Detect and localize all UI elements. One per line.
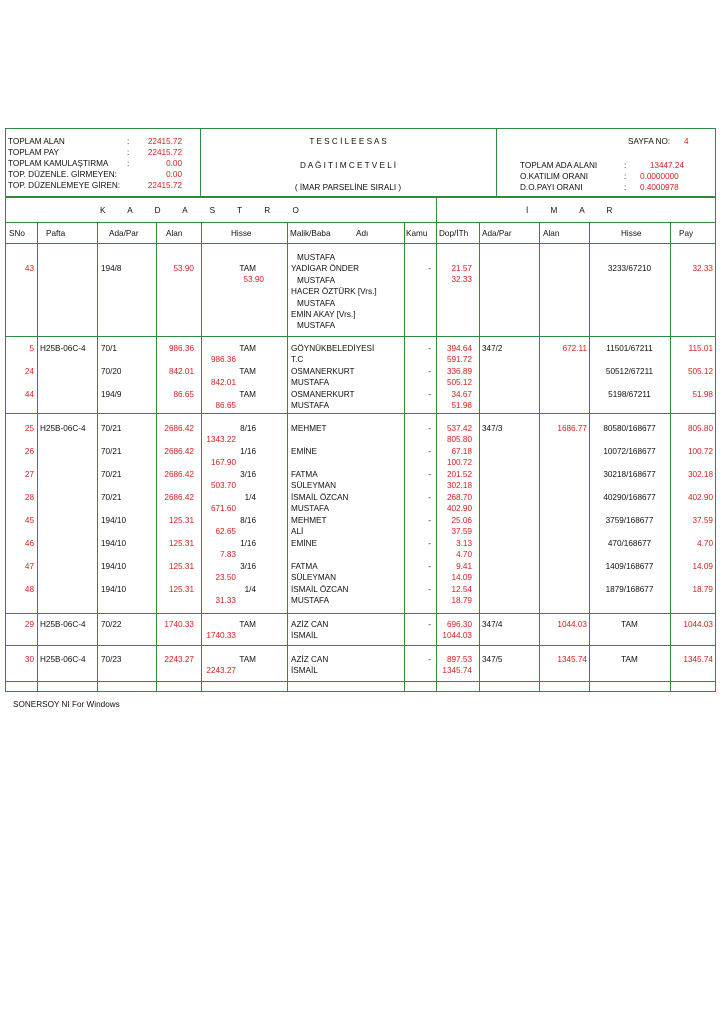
row-dop: 897.53 [446, 655, 472, 664]
row-pay: 115.01 [688, 344, 713, 353]
not-included-label: TOP. DÜZENLE. GİRMEYEN: [8, 170, 117, 179]
footer-text: SONERSOY NI For Windows [13, 700, 120, 709]
imar-share: 3233/67210 [607, 264, 652, 273]
colon: : [624, 161, 627, 170]
row-share: TAM [239, 367, 256, 376]
included-label: TOP. DÜZENLEMEYE GİREN: [8, 181, 121, 190]
page-number: 4 [684, 137, 689, 146]
row-share: 3/16 [240, 562, 256, 571]
header-divider-right [496, 128, 497, 197]
colon: : [127, 137, 130, 146]
column-header: Alan [166, 229, 183, 238]
participation-value: 0.0000000 [640, 172, 679, 181]
row-pay: 100.72 [687, 447, 713, 456]
total-area-value: 22415.72 [147, 137, 182, 146]
row-sno: 44 [24, 390, 34, 399]
imar-share: 1409/168677 [605, 562, 654, 571]
row-area: 125.31 [168, 562, 194, 571]
row-sno: 47 [24, 562, 34, 571]
row-pay: 51.98 [692, 390, 713, 399]
group-separator [5, 645, 716, 646]
total-area-label: TOPLAM ALAN [8, 137, 65, 146]
owner-line: HACER ÖZTÜRK [Vrs.] [291, 287, 377, 297]
row-ada-parsel: 70/22 [101, 620, 122, 629]
imar-share: 11501/67211 [606, 344, 653, 353]
column-header: Ada/Par [482, 229, 512, 238]
owner-father: MUSTAFA [291, 504, 330, 513]
group-separator [5, 613, 716, 614]
row-pafta: H25B-06C-4 [40, 424, 86, 433]
included-value: 22415.72 [147, 181, 182, 190]
column-header: Malik/Baba [290, 229, 331, 238]
row-ith: 505.12 [446, 378, 472, 387]
row-sno: 48 [24, 585, 34, 594]
row-ada-parsel: 194/10 [101, 585, 127, 594]
row-ith: 4.70 [456, 550, 472, 559]
row-ada-parsel: 70/21 [101, 493, 122, 502]
row-share-area: 671.60 [210, 504, 236, 513]
total-pay-label: TOPLAM PAY [8, 148, 59, 157]
doc-subtitle-paren: ( İMAR PARSELİNE SIRALI ) [294, 183, 402, 192]
row-ith: 402.90 [446, 504, 472, 513]
row-sno: 30 [24, 655, 34, 664]
owner-line: MUSTAFA [297, 298, 336, 308]
group-separator [5, 336, 716, 337]
column-divider [37, 222, 38, 692]
row-area: 53.90 [173, 264, 194, 273]
row-ith: 302.18 [446, 481, 472, 490]
owner-name: MEHMET [291, 516, 327, 525]
row-area: 2686.42 [164, 493, 194, 502]
row-pay: 402.90 [687, 493, 713, 502]
row-share-area: 86.65 [215, 401, 236, 410]
row-sno: 5 [29, 344, 34, 353]
owner-line: MUSTAFA [297, 321, 336, 331]
owner-name: OSMANERKURT [291, 367, 355, 376]
imar-share: 5198/67211 [608, 390, 651, 399]
row-kamu: - [428, 516, 431, 525]
row-kamu: - [428, 585, 431, 594]
row-sno: 46 [24, 539, 34, 548]
owner-father: T.C [291, 355, 304, 364]
owner-line: EMİN AKAY [Vrs.] [291, 310, 356, 319]
row-share-area: 53.90 [243, 275, 264, 284]
column-divider [479, 222, 480, 692]
row-area: 842.01 [168, 367, 194, 376]
row-ada-parsel: 70/23 [101, 655, 122, 664]
owner-father: İSMAİL [291, 631, 318, 640]
row-dop: 537.42 [446, 424, 472, 433]
row-kamu: - [428, 470, 431, 479]
row-share: 8/16 [240, 516, 256, 525]
column-header: Kamu [406, 229, 428, 238]
row-ith: 805.80 [446, 435, 472, 444]
column-divider [287, 222, 288, 692]
row-ith: 591.72 [446, 355, 472, 364]
row-pafta: H25B-06C-4 [40, 344, 86, 353]
owner-name: EMİNE [291, 447, 317, 456]
column-header: SNo [9, 229, 25, 238]
owner-name: FATMA [291, 562, 318, 571]
row-share-area: 31.33 [215, 596, 236, 605]
row-kamu: - [428, 655, 431, 664]
owner-name: GÖYNÜKBELEDİYESİ [291, 344, 375, 353]
row-ada-parsel: 70/20 [101, 367, 122, 376]
imar-area: 1345.74 [557, 655, 587, 664]
imar-share: 80580/168677 [603, 424, 656, 433]
row-area: 125.31 [168, 516, 194, 525]
row-area: 86.65 [173, 390, 194, 399]
row-share: 1/16 [240, 447, 256, 456]
row-share-area: 23.50 [215, 573, 236, 582]
column-header: Dop/İTh [439, 229, 469, 238]
imar-ada-parsel: 347/5 [482, 655, 503, 664]
row-kamu: - [428, 424, 431, 433]
owner-father: MUSTAFA [291, 401, 330, 410]
row-share: TAM [239, 344, 256, 353]
row-share: 1/4 [244, 585, 256, 594]
row-dop: 9.41 [456, 562, 472, 571]
row-pafta: H25B-06C-4 [40, 620, 86, 629]
total-expropriation-value: 0.00 [166, 159, 182, 168]
total-pay-value: 22415.72 [147, 148, 182, 157]
row-kamu: - [428, 539, 431, 548]
owner-name: AZİZ CAN [291, 620, 329, 629]
column-header-rule [5, 243, 716, 244]
column-header: Ada/Par [109, 229, 139, 238]
row-ada-parsel: 194/10 [101, 539, 127, 548]
imar-share: 1879/168677 [605, 585, 654, 594]
row-dop: 21.57 [451, 264, 472, 273]
imar-share: TAM [621, 620, 638, 629]
row-pay: 14.09 [692, 562, 713, 571]
row-kamu: - [428, 367, 431, 376]
colon: : [127, 159, 130, 168]
row-area: 2243.27 [164, 655, 194, 664]
row-kamu: - [428, 447, 431, 456]
row-pafta: H25B-06C-4 [40, 655, 86, 664]
row-pay: 1345.74 [683, 655, 713, 664]
row-ada-parsel: 70/1 [101, 344, 117, 353]
row-share-area: 1740.33 [206, 631, 236, 640]
kadastro-imar-divider [436, 197, 437, 222]
row-sno: 26 [24, 447, 34, 456]
row-ada-parsel: 194/10 [101, 562, 127, 571]
row-kamu: - [428, 620, 431, 629]
row-ith: 1345.74 [442, 666, 472, 675]
imar-ada-parsel: 347/3 [482, 424, 503, 433]
row-ith: 37.59 [451, 527, 472, 536]
row-ith: 1044.03 [442, 631, 472, 640]
row-area: 986.36 [168, 344, 194, 353]
owner-name: MEHMET [291, 424, 327, 433]
row-share-area: 62.65 [215, 527, 236, 536]
row-pay: 18.79 [692, 585, 713, 594]
column-header: Pafta [46, 229, 66, 238]
imar-share: 30218/168677 [603, 470, 656, 479]
row-share-area: 986.36 [210, 355, 236, 364]
row-dop: 3.13 [456, 539, 472, 548]
colon: : [624, 183, 627, 192]
row-kamu: - [428, 562, 431, 571]
group-separator [5, 681, 716, 682]
row-dop: 201.52 [446, 470, 472, 479]
row-dop: 25.06 [451, 516, 472, 525]
owner-name: İSMAİL ÖZCAN [291, 493, 349, 502]
row-ith: 18.79 [451, 596, 472, 605]
row-pay: 1044.03 [683, 620, 713, 629]
row-share: TAM [239, 655, 256, 664]
row-area: 1740.33 [164, 620, 194, 629]
page-label: SAYFA NO: [628, 137, 671, 146]
row-ada-parsel: 194/10 [101, 516, 127, 525]
imar-share: 40290/168677 [603, 493, 656, 502]
row-pay: 302.18 [687, 470, 713, 479]
total-expropriation-label: TOPLAM KAMULAŞTIRMA [8, 159, 109, 168]
owner-name: EMİNE [291, 539, 317, 548]
row-share-area: 167.90 [210, 458, 236, 467]
row-kamu: - [428, 344, 431, 353]
participation-label: O.KATILIM ORANI [520, 172, 589, 181]
section-imar-label: İ M A R [526, 206, 623, 215]
colon: : [624, 172, 627, 181]
row-dop: 268.70 [446, 493, 472, 502]
group-separator [5, 413, 716, 414]
row-ith: 51.98 [451, 401, 472, 410]
imar-share: TAM [621, 655, 638, 664]
column-divider [97, 222, 98, 692]
row-sno: 24 [24, 367, 34, 376]
row-area: 125.31 [168, 585, 194, 594]
row-share: 1/4 [244, 493, 256, 502]
row-dop: 696.30 [446, 620, 472, 629]
row-share-area: 503.70 [210, 481, 236, 490]
row-dop: 394.64 [446, 344, 472, 353]
owner-name: İSMAİL ÖZCAN [291, 585, 349, 594]
row-sno: 45 [24, 516, 34, 525]
section-kadastro [100, 206, 309, 216]
row-dop: 67.18 [451, 447, 472, 456]
column-header: Hisse [621, 229, 642, 238]
row-share: 8/16 [240, 424, 256, 433]
row-pay: 505.12 [687, 367, 713, 376]
row-ith: 32.33 [451, 275, 472, 284]
column-header: Pay [679, 229, 694, 238]
imar-share: 470/168677 [607, 539, 652, 548]
row-ada-parsel: 70/21 [101, 424, 122, 433]
row-sno: 43 [24, 264, 34, 273]
row-ada-parsel: 194/9 [101, 390, 122, 399]
colon: : [127, 148, 130, 157]
row-area: 2686.42 [164, 470, 194, 479]
row-sno: 29 [24, 620, 34, 629]
row-share: 3/16 [240, 470, 256, 479]
owner-line: MUSTAFA [297, 253, 336, 262]
row-share: TAM [239, 620, 256, 629]
not-included-value: 0.00 [166, 170, 182, 179]
owner-father: ALİ [291, 527, 304, 536]
row-share: 1/16 [240, 539, 256, 548]
row-area: 2686.42 [164, 447, 194, 456]
row-share-area: 842.01 [210, 378, 236, 387]
owner-father: SÜLEYMAN [291, 481, 337, 490]
owner-father: MUSTAFA [291, 378, 330, 387]
owner-father: SÜLEYMAN [291, 573, 337, 582]
imar-share: 10072/168677 [603, 447, 656, 456]
row-ada-parsel: 70/21 [101, 447, 122, 456]
row-pay: 805.80 [687, 424, 713, 433]
row-share-area: 7.83 [220, 550, 236, 559]
section-header-rule [5, 222, 716, 223]
imar-area: 1044.03 [557, 620, 587, 629]
row-dop: 34.67 [451, 390, 472, 399]
imar-share: 3759/168677 [605, 516, 654, 525]
row-dop: 12.54 [451, 585, 472, 594]
row-ada-parsel: 70/21 [101, 470, 122, 479]
column-header: Alan [543, 229, 560, 238]
owner-line: YADİGAR ÖNDER [291, 264, 360, 274]
column-header: Hisse [231, 229, 252, 238]
dop-ratio-value: 0.4000978 [640, 183, 679, 192]
block-area-value: 13447.24 [649, 161, 684, 170]
owner-name: AZİZ CAN [291, 655, 329, 664]
row-kamu: - [428, 264, 431, 273]
row-kamu: - [428, 390, 431, 399]
column-header: Adı [356, 229, 369, 238]
section-kadastro-label: K A D A S T R O [100, 206, 309, 215]
row-ith: 14.09 [451, 573, 472, 582]
imar-area: 1686.77 [557, 424, 587, 433]
row-share-area: 2243.27 [206, 666, 236, 675]
imar-ada-parsel: 347/4 [482, 620, 503, 629]
imar-share: 50512/67211 [605, 367, 654, 376]
row-pay: 32.33 [692, 264, 713, 273]
imar-area: 672.11 [562, 344, 587, 353]
imar-ada-parsel: 347/2 [482, 344, 503, 353]
row-dop: 336.89 [446, 367, 472, 376]
dop-ratio-label: D.O.PAYI ORANI [520, 183, 583, 192]
row-sno: 27 [24, 470, 34, 479]
row-share-area: 1343.22 [206, 435, 236, 444]
row-pay: 4.70 [697, 539, 713, 548]
row-pay: 37.59 [692, 516, 713, 525]
owner-line: MUSTAFA [297, 275, 336, 285]
row-kamu: - [428, 493, 431, 502]
row-area: 125.31 [168, 539, 194, 548]
row-sno: 28 [24, 493, 34, 502]
row-share: TAM [239, 390, 256, 399]
owner-father: İSMAİL [291, 666, 318, 675]
row-area: 2686.42 [164, 424, 194, 433]
owner-name: OSMANERKURT [291, 390, 355, 399]
owner-father: MUSTAFA [291, 596, 330, 605]
row-sno: 25 [24, 424, 34, 433]
row-ith: 100.72 [446, 458, 472, 467]
row-share: TAM [239, 264, 256, 273]
doc-title: T E S C İ L E E S A S [309, 137, 387, 146]
block-area-label: TOPLAM ADA ALANI [520, 161, 598, 170]
doc-subtitle: D A Ğ I T I M C E T V E L İ [299, 161, 396, 170]
owner-name: FATMA [291, 470, 318, 479]
row-ada-parsel: 194/8 [101, 264, 122, 273]
section-imar [526, 206, 622, 216]
